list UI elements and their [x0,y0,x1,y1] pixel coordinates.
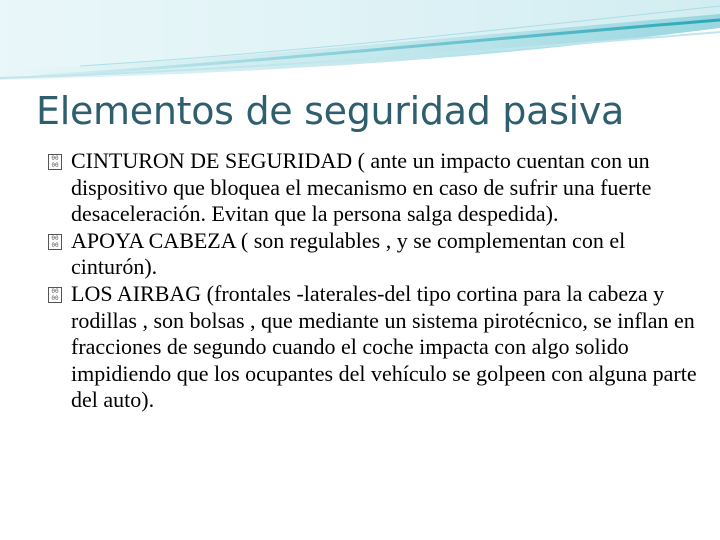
missing-glyph-box-icon: 00 00 [48,234,62,250]
slide-body [48,148,698,414]
list-item [48,148,698,228]
list-item [48,281,698,414]
missing-glyph-box-icon: 00 00 [48,154,62,170]
list-item-text: LOS AIRBAG (frontales -laterales-del tipo cortina para la cabeza y rodillas , son bolsas , que mediante un sistema pirotécnico, se inflan en fracciones de segundo cuando el coche impacta con algo solido impidiendo que los ocupantes del vehículo se golpeen con alguna parte del auto). [71,280,697,413]
list-item-text: APOYA CABEZA ( son regulables , y se complementan con el cinturón). [71,227,626,280]
decorative-wave-header [0,0,720,80]
slide-title: Elementos de seguridad pasiva [36,89,625,133]
list-item-text: CINTURON DE SEGURIDAD ( ante un impacto cuentan con un dispositivo que bloquea el mecanismo en caso de sufrir una fuerte desaceleración. Evitan que la persona salga despedida). [71,148,652,227]
list-item [48,228,698,281]
missing-glyph-box-icon: 00 00 [48,287,62,303]
